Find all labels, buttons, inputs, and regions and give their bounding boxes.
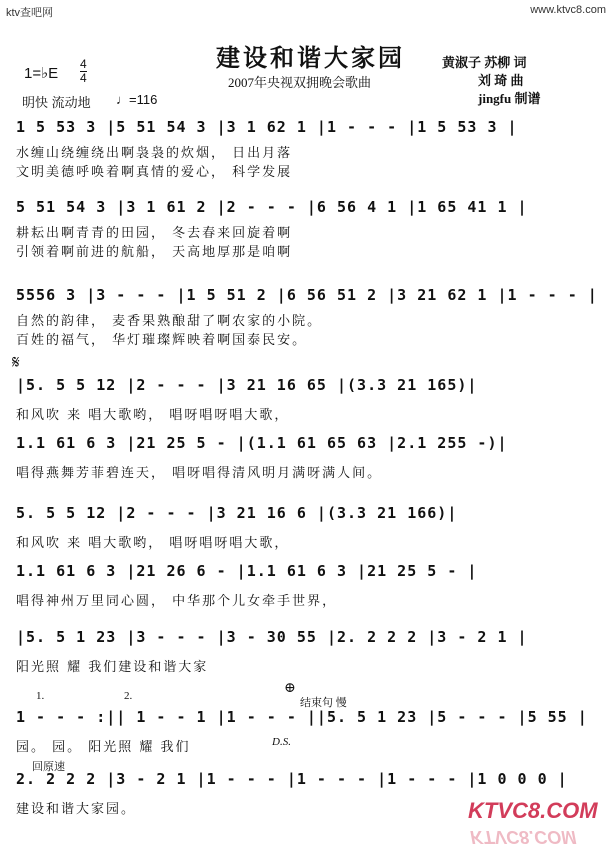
lyric-line-2: 引领着啊前进的航船， 天高地厚那是咱啊: [16, 245, 293, 260]
watermark-logo-reflection: KTVC8.COM: [470, 827, 577, 847]
score-row-5: [16, 434, 606, 481]
tempo-marking: [116, 92, 157, 107]
lyric-line-1: 唱得神州万里同心圆， 中华那个儿女牵手世界，: [16, 594, 338, 609]
ending-mark: 结束句 慢: [300, 697, 347, 709]
notation-line: 1 5 53 3 |5 51 54 3 |3 1 62 1 |1 - - - |1 5 53 3 |: [16, 118, 518, 136]
score-row-6: [16, 504, 606, 551]
notation-line: 5. 5 5 12 |2 - - - |3 21 16 6 |(3.3 21 166)|: [16, 504, 458, 522]
site-url-right: www.ktvc8.com: [530, 4, 606, 16]
lyric-line-1: 自然的韵律， 麦香果熟酿甜了啊农家的小院。: [16, 314, 323, 329]
volta-1: 1.: [36, 690, 45, 702]
site-name-left: ktv查吧网: [6, 7, 54, 19]
notation-line: 1.1 61 6 3 |21 25 5 - |(1.1 61 65 63 |2.1 255 -)|: [16, 434, 508, 452]
notation-line: 1 - - - :|| 1 - - 1 |1 - - - ||5. 5 1 23 |5 - - - |5 55 |: [16, 708, 588, 726]
quarter-note-icon: ♩: [116, 92, 129, 107]
score-row-3: [16, 286, 606, 348]
score-row-1: [16, 118, 606, 180]
lyric-line-1: 建设和谐大家园。: [16, 802, 137, 817]
score-row-9: [16, 708, 606, 755]
score-row-7: [16, 562, 606, 609]
score-row-4: [16, 376, 606, 423]
score-row-2: [16, 198, 606, 260]
coda-icon: ⊕: [284, 680, 296, 696]
time-signature: [80, 58, 87, 85]
lyric-line-1: 和风吹 来 唱大歌哟， 唱呀唱呀唱大歌，: [16, 536, 290, 551]
lyric-line-2: 百姓的福气， 华灯璀璨辉映着啊国泰民安。: [16, 333, 308, 348]
score-row-8: [16, 628, 606, 675]
notation-line: 1.1 61 6 3 |21 26 6 - |1.1 61 6 3 |21 25 5 - |: [16, 562, 478, 580]
tempo-value: =116: [129, 92, 158, 107]
notation-line: |5. 5 5 12 |2 - - - |3 21 16 65 |(3.3 21 165)|: [16, 376, 478, 394]
notation-line: 5556 3 |3 - - - |1 5 51 2 |6 56 51 2 |3 21 62 1 |1 - - - |: [16, 286, 598, 304]
tempo-text: 明快 流动地: [22, 95, 91, 110]
transcriber-credit: jingfu 制谱: [478, 91, 541, 106]
composer-credit: 刘 琦 曲: [478, 73, 524, 88]
lyric-line-1: 阳光照 耀 我们建设和谐大家: [16, 660, 209, 675]
volta-2: 2.: [124, 690, 133, 702]
key-signature: 1=♭E: [24, 65, 59, 82]
lyric-line-1: 耕耘出啊青青的田园， 冬去春来回旋着啊: [16, 226, 293, 241]
lyric-line-1: 水缠山绕缠绕出啊袅袅的炊烟， 日出月落: [16, 146, 293, 161]
lyric-line-1: 唱得燕舞芳菲碧连天， 唱呀唱得清风明月满呀满人间。: [16, 466, 383, 481]
notation-line: 5 51 54 3 |3 1 61 2 |2 - - - |6 56 4 1 |1 65 41 1 |: [16, 198, 528, 216]
notation-line: |5. 5 1 23 |3 - - - |3 - 30 55 |2. 2 2 2 |3 - 2 1 |: [16, 628, 528, 646]
segno-icon: 𝄋: [12, 352, 20, 373]
lyric-line-1: 园。 园。 阳光照 耀 我们: [16, 740, 191, 755]
watermark-logo: KTVC8.COM: [468, 798, 598, 823]
song-title: 建设和谐大家园: [216, 43, 405, 72]
tempo-resume-mark: 回原速: [32, 761, 65, 773]
notation-line: 2. 2 2 2 |3 - 2 1 |1 - - - |1 - - - |1 - - - |1 0 0 0 |: [16, 770, 568, 788]
lyric-line-2: 文明美德呼唤着啊真情的爱心， 科学发展: [16, 165, 293, 180]
song-subtitle: 2007年央视双拥晚会歌曲: [228, 75, 372, 90]
ds-mark: D.S.: [272, 736, 291, 748]
lyric-line-1: 和风吹 来 唱大歌哟， 唱呀唱呀唱大歌，: [16, 408, 290, 423]
time-bottom: 4: [80, 71, 87, 85]
time-top: 4: [80, 57, 87, 71]
lyricist-credit: 黄淑子 苏柳 词: [442, 55, 527, 70]
